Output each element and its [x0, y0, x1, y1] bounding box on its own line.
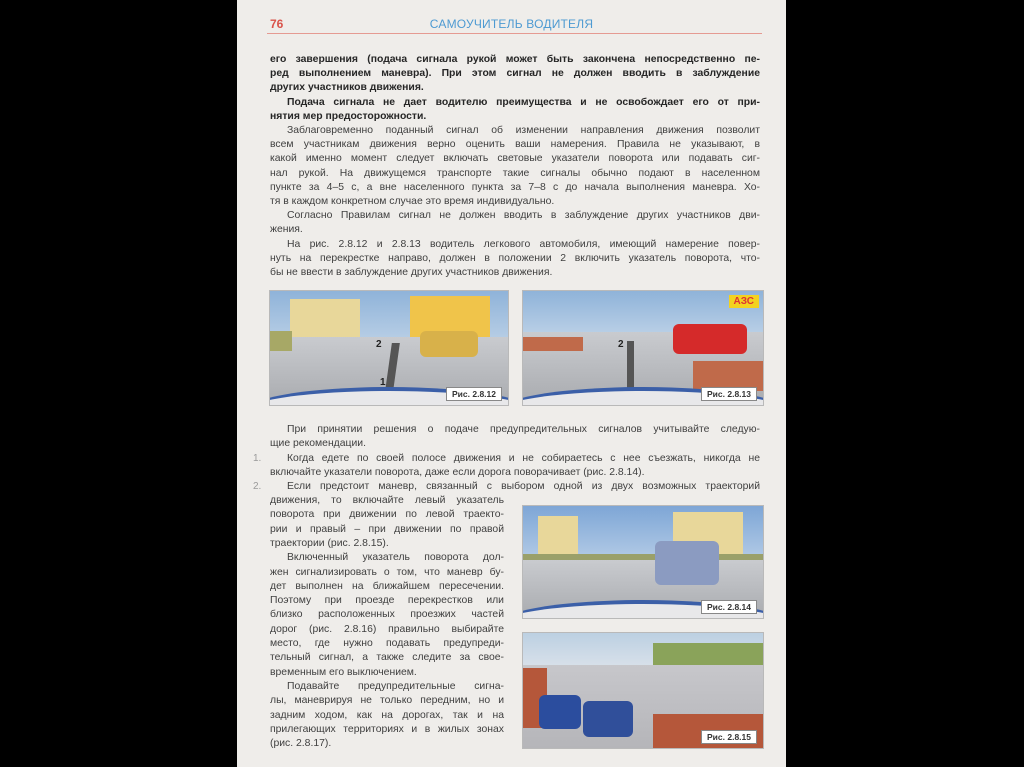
text-line: щие рекомендации. [270, 438, 366, 450]
car [420, 331, 478, 357]
text-line: ред выполнением маневра). При этом сигнал не должен вводить в заблуждение [270, 68, 760, 80]
gas-station-sign: АЗС [729, 295, 759, 308]
text-line: задним ходом, как на дорогах, так и на [270, 709, 504, 721]
text-line: жен сигнализировать о том, что маневр бу- [270, 566, 504, 578]
text-line: Включенный указатель поворота дол- [287, 552, 504, 564]
figure-caption: Рис. 2.8.13 [701, 387, 757, 401]
text-line: нал рукой. На движущемся транспорте такие сигналы обычно подают в населенном [270, 167, 760, 179]
list-marker: 2. [253, 481, 262, 493]
text-line: прилегающих территориях и в жилых зонах [270, 723, 504, 735]
text-line: включайте указатели поворота, даже если дорога поворачивает (рис. 2.8.14). [270, 466, 645, 478]
text-line: всем участникам движения верно оценить ваши намерения. Правила не указывают, в [270, 139, 760, 151]
text-line: бы не ввести в заблуждение других участников движения. [270, 267, 553, 278]
text-line: близко расположенных проезжих частей [270, 609, 504, 621]
text-line: рии и правый – при движении по правой [270, 523, 504, 535]
text-line: какой именно момент следует включать световые указатели поворота или подавать сиг- [270, 153, 760, 165]
car [655, 541, 719, 585]
text-line: нятия мер предосторожности. [270, 110, 427, 122]
text-line: Согласно Правилам сигнал не должен вводить в заблуждение других участников дви- [287, 210, 760, 222]
figure-caption: Рис. 2.8.14 [701, 600, 757, 614]
text-line: Заблаговременно поданный сигнал об изменении направления движения позволит [287, 125, 760, 136]
text-line: других участников движения. [270, 82, 424, 94]
text-line: жения. [270, 224, 303, 236]
text-line: поворота при движении по левой траекто- [270, 509, 504, 521]
position-1-label: 1 [380, 377, 386, 388]
text-line: тя в каждом конкретном случае это время индивидуально. [270, 196, 555, 207]
header-rule [267, 33, 762, 34]
page-number: 76 [270, 17, 284, 31]
text-line: движения, то включайте левый указатель [270, 495, 504, 506]
figure-2-8-13 [522, 290, 764, 406]
text-line: пункте за 4–5 с, а вне населенного пункта за 7–8 с до начала выполнения маневра. Хо- [270, 181, 760, 193]
text-line: его завершения (подача сигнала рукой может быть закончена непосредственно пе- [270, 54, 760, 65]
car-left [539, 695, 581, 729]
text-line: Подавайте предупредительные сигна- [287, 680, 504, 692]
car-right [583, 701, 633, 737]
text-line: тельный сигнал, а также следите за свое- [270, 652, 504, 664]
text-line: Подача сигнала не дает водителю преимущества и не освобождает его от при- [287, 96, 760, 108]
figure-2-8-14 [522, 505, 764, 619]
running-title: САМОУЧИТЕЛЬ ВОДИТЕЛЯ [429, 17, 594, 31]
text-line: нуть на перекрестке направо, должен в положении 2 включить указатель поворота, что- [270, 252, 760, 264]
text-line: траектории (рис. 2.8.15). [270, 537, 389, 549]
text-line: Поэтому при проезде перекрестков или [270, 595, 504, 607]
figure-caption: Рис. 2.8.15 [701, 730, 757, 744]
text-line: Когда едете по своей полосе движения и не собираетесь с нее съезжать, никогда не [287, 452, 760, 464]
red-car [673, 324, 747, 354]
text-line: место, где нужно подавать предупреди- [270, 638, 504, 649]
text-line: дет выполнен на ближайшем пересечении. [270, 580, 504, 592]
text-line: При принятии решения о подаче предупредительных сигналов учитывайте следую- [287, 424, 760, 435]
figure-2-8-15 [522, 632, 764, 749]
text-line: Если предстоит маневр, связанный с выбором одной из двух возможных траекторий [287, 481, 760, 493]
book-page [237, 0, 786, 767]
text-line: (рис. 2.8.17). [270, 738, 332, 750]
figure-caption: Рис. 2.8.12 [446, 387, 502, 401]
list-marker: 1. [253, 452, 262, 464]
text-line: На рис. 2.8.12 и 2.8.13 водитель легкового автомобиля, имеющий намерение повер- [287, 238, 760, 250]
text-line: дорог (рис. 2.8.16) правильно выбирайте [270, 623, 504, 635]
position-2-label: 2 [376, 339, 382, 350]
text-line: временным его выключением. [270, 666, 417, 678]
text-line: лы, маневрируя не только передним, но и [270, 695, 504, 707]
position-2-label: 2 [618, 339, 624, 350]
figure-2-8-12 [269, 290, 509, 406]
